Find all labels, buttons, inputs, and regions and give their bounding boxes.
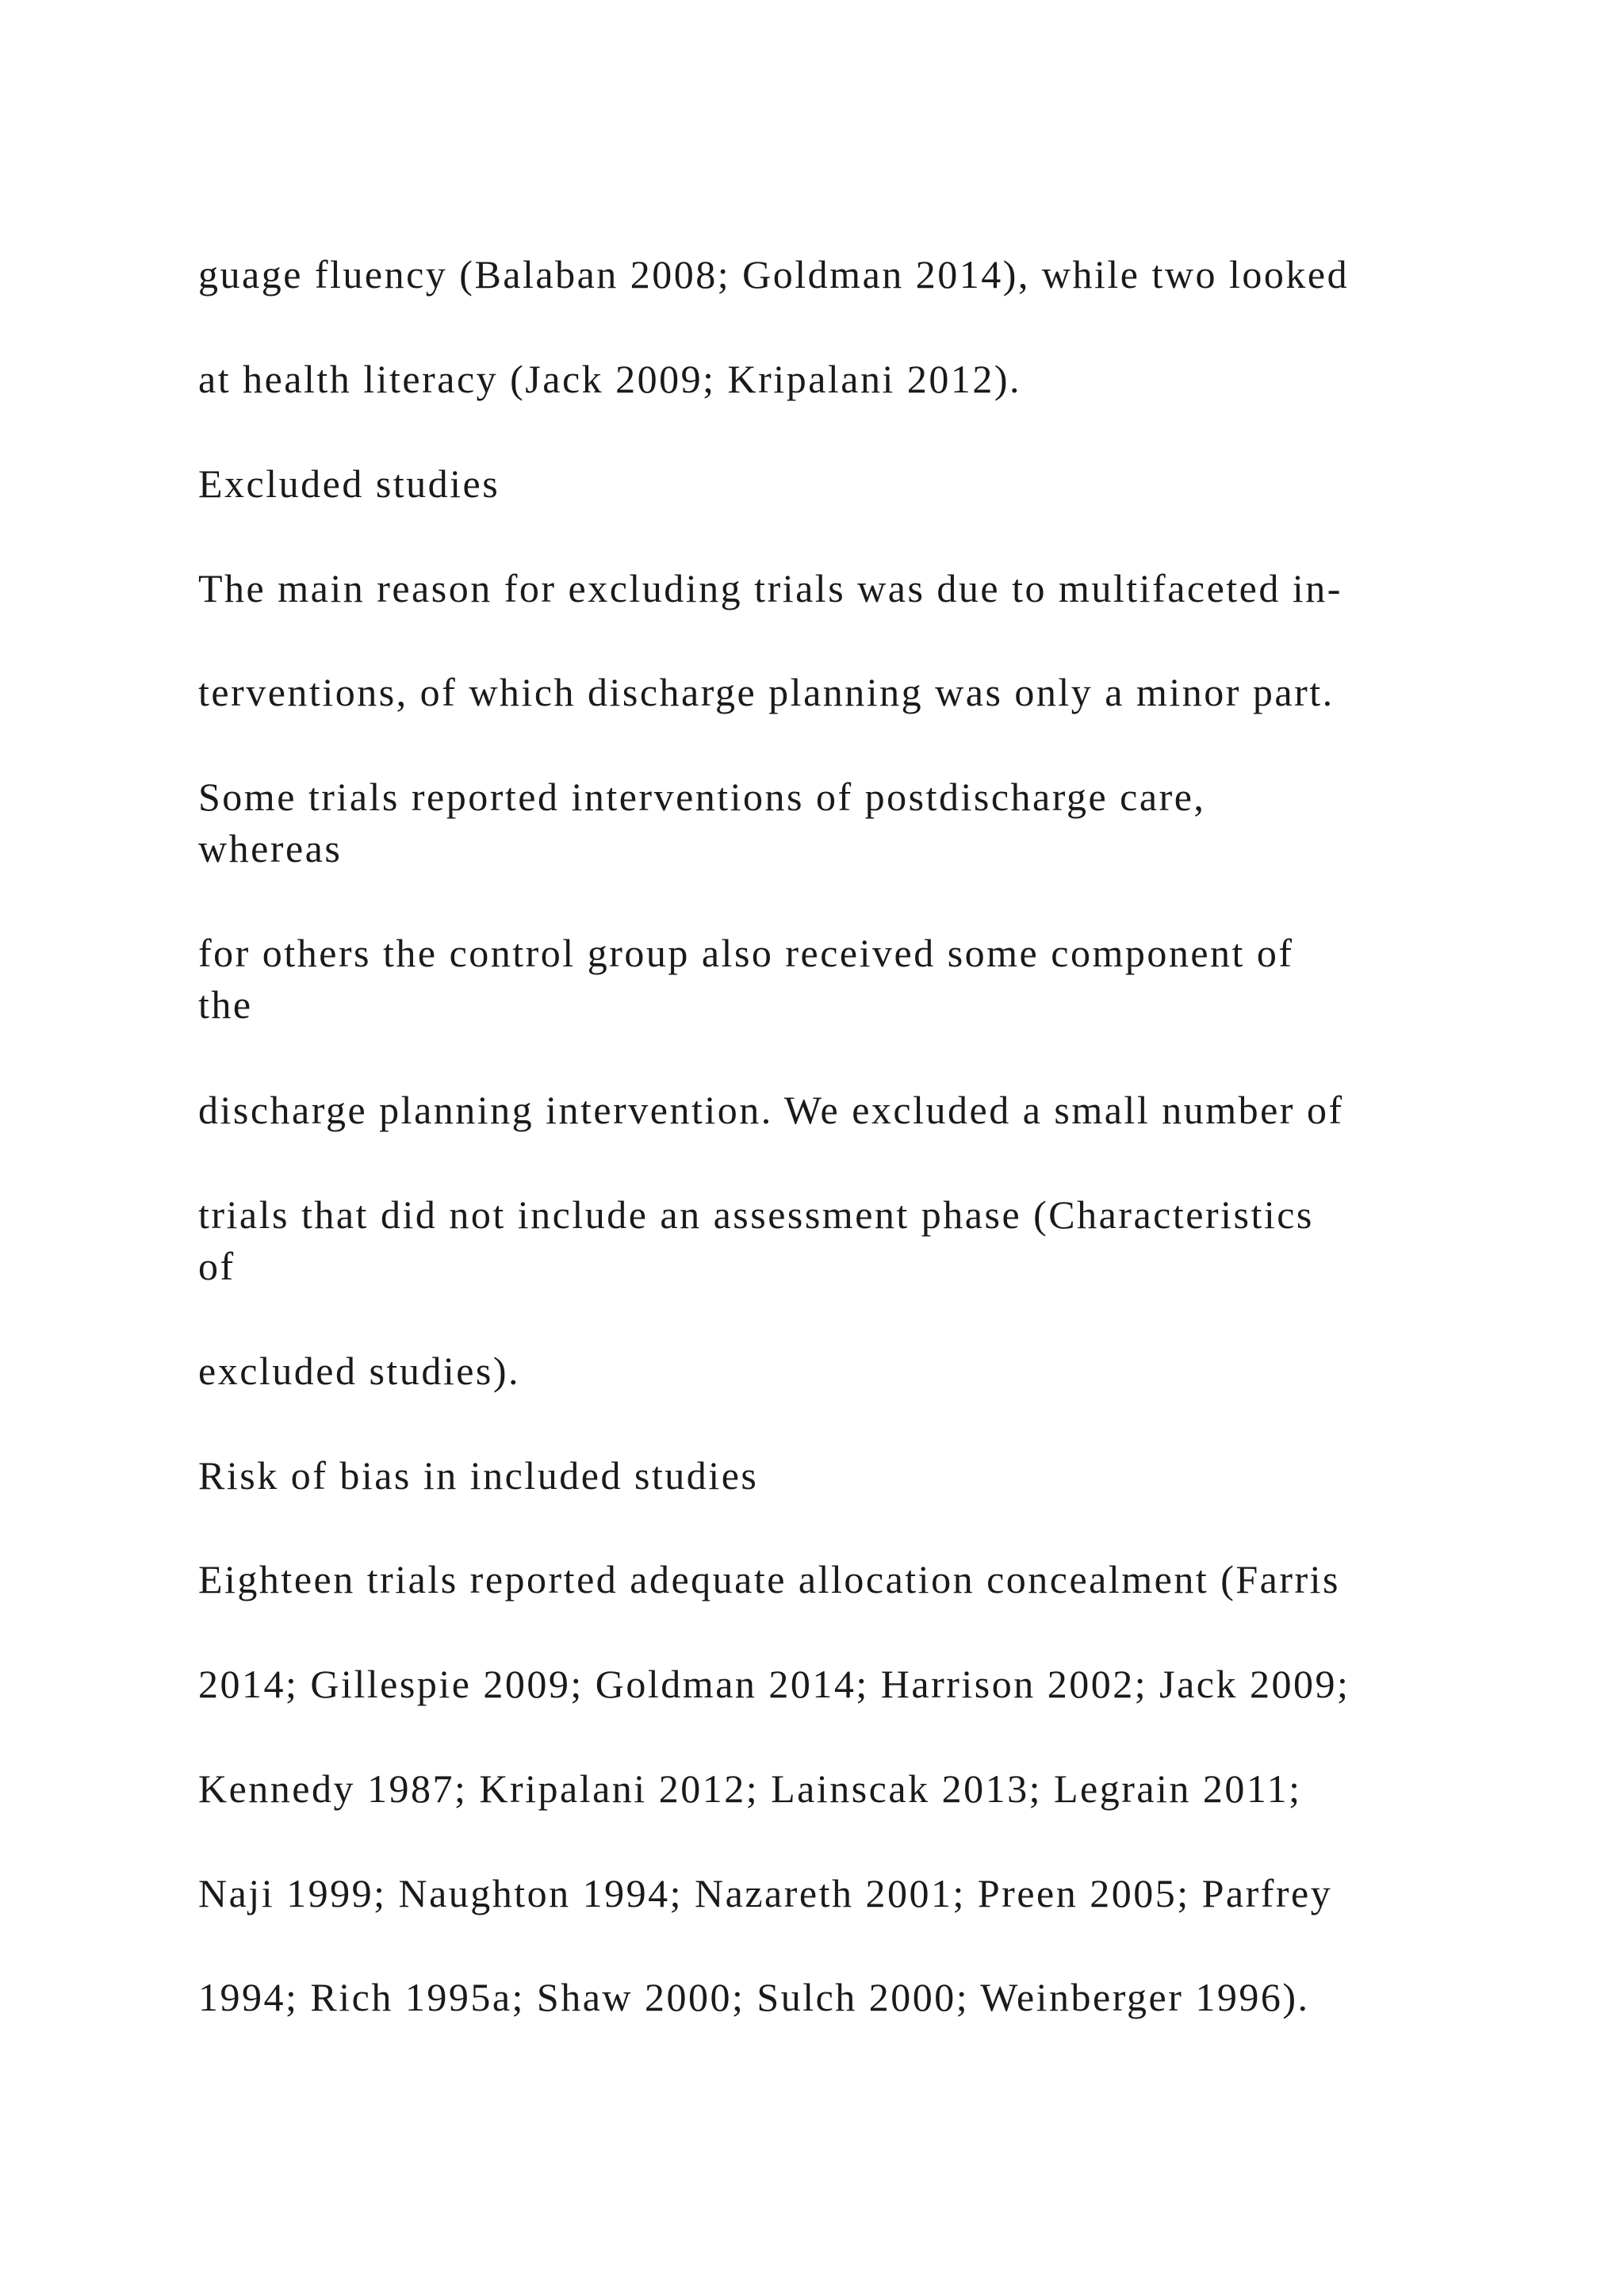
text-line: Naji 1999; Naughton 1994; Nazareth 2001; Preen 2005; Parfrey — [198, 1871, 1333, 1915]
text-line: Some trials reported interventions of postdischarge care, — [198, 775, 1206, 819]
text-line: excluded studies). — [198, 1349, 521, 1393]
text-line: discharge planning intervention. We excluded a small number of — [198, 1088, 1344, 1132]
text-line: The main reason for excluding trials was due to multifaceted in- — [198, 566, 1342, 610]
text-line: guage fluency (Balaban 2008; Goldman 2014), while two looked — [198, 252, 1350, 297]
text-line: the — [198, 982, 253, 1027]
text-line: Eighteen trials reported adequate allocation concealment (Farris — [198, 1557, 1341, 1601]
text-line: at health literacy (Jack 2009; Kripalani 2012). — [198, 357, 1022, 401]
text-line: Kennedy 1987; Kripalani 2012; Lainscak 2013; Legrain 2011; — [198, 1766, 1302, 1811]
text-line: for others the control group also received some component of — [198, 931, 1294, 975]
text-line: trials that did not include an assessment phase (Characteristics — [198, 1192, 1314, 1237]
text-line: whereas — [198, 826, 343, 871]
text-line: terventions, of which discharge planning was only a minor part. — [198, 670, 1335, 714]
section-heading: Excluded studies — [198, 461, 500, 506]
text-line: 1994; Rich 1995a; Shaw 2000; Sulch 2000; Weinberger 1996). — [198, 1975, 1310, 2019]
text-line: of — [198, 1244, 236, 1288]
section-heading: Risk of bias in included studies — [198, 1453, 759, 1498]
text-line: 2014; Gillespie 2009; Goldman 2014; Harrison 2002; Jack 2009; — [198, 1662, 1350, 1706]
